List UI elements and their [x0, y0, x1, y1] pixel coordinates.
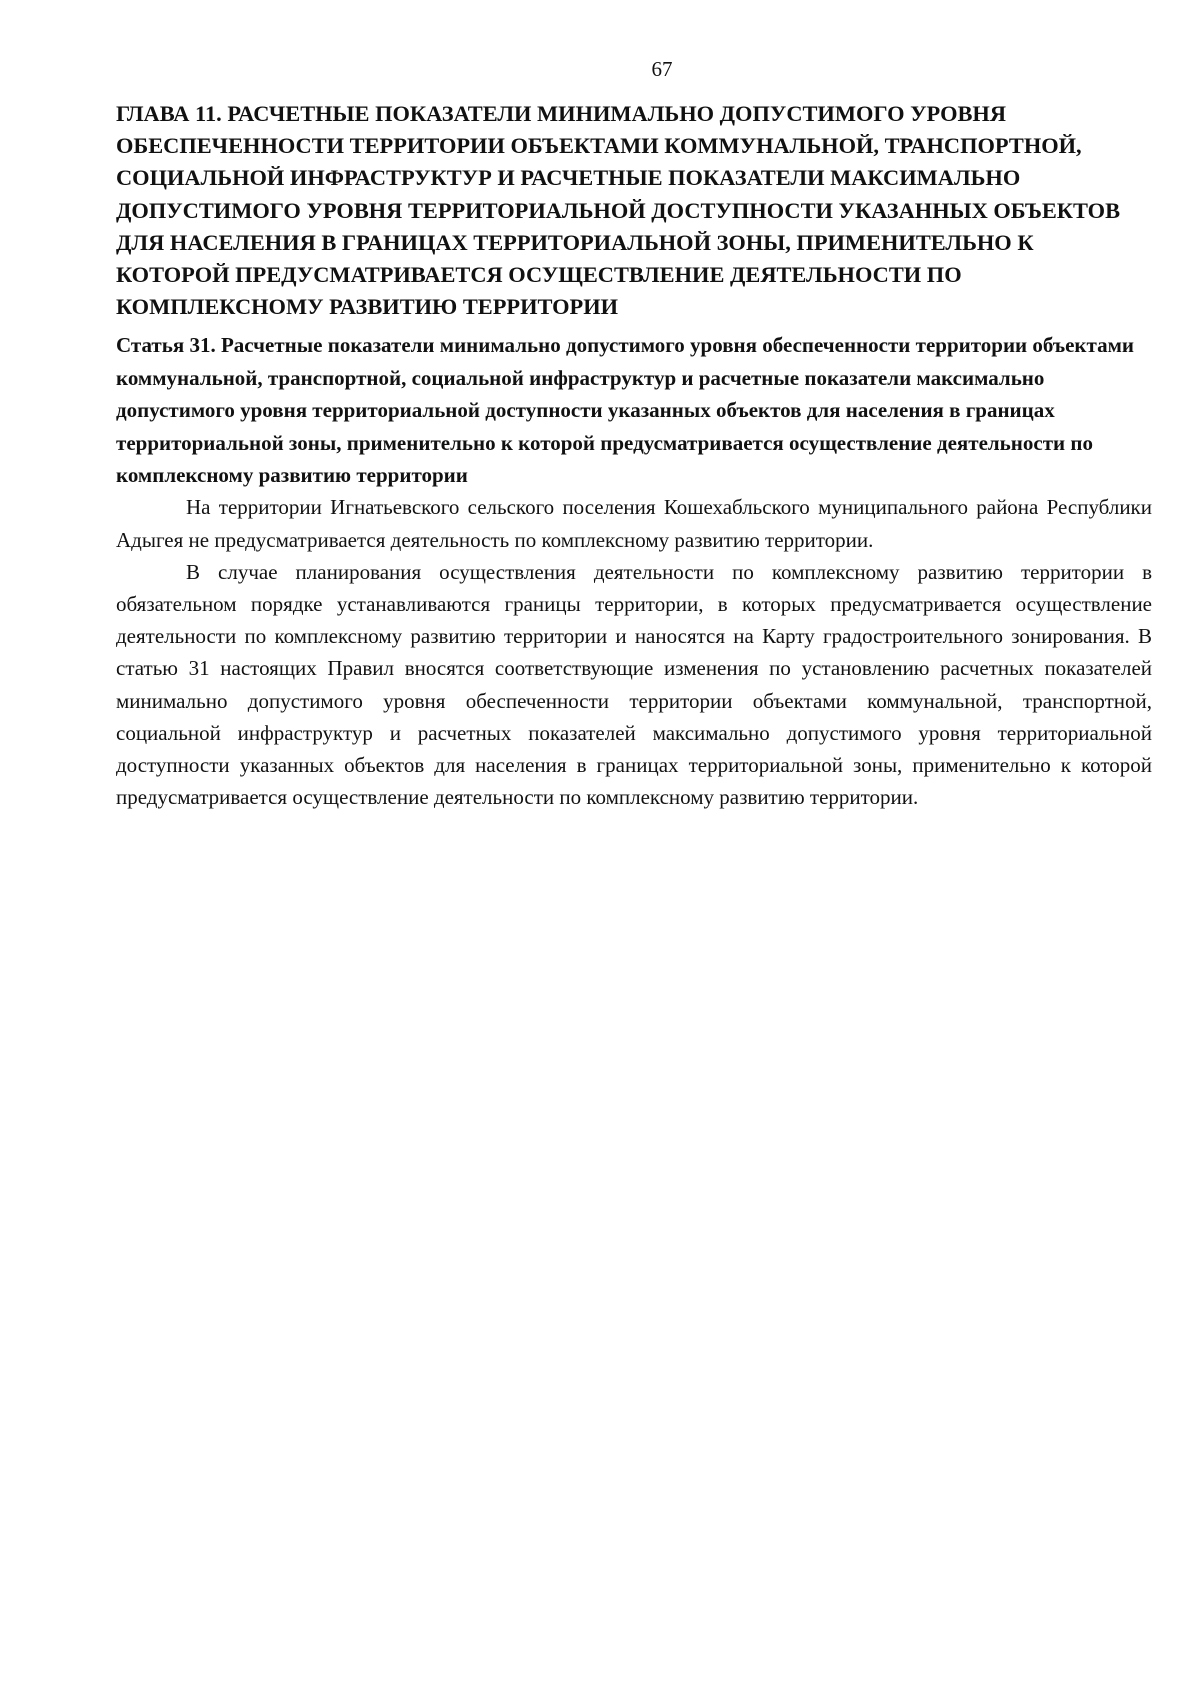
page-number: 67	[651, 57, 673, 81]
paragraph: В случае планирования осуществления деятельности по комплексному развитию территории в обязательном порядке устанавливаются границы территории, в которых предусматривается осуществление деятельности по комплексному развитию территории и наносятся на Карту градостроительного зонирования. В статью 31 настоящих Правил вносятся соответствующие изменения по установлению расчетных показателей минимально допустимого уровня обеспеченности территории объектами коммунальной, транспортной, социальной инфраструктур и расчетных показателей максимально допустимого уровня территориальной доступности указанных объектов для населения в границах территориальной зоны, применительно к которой предусматривается осуществление деятельности по комплексному развитию территории.	[116, 559, 1152, 810]
article-title: Статья 31. Расчетные показатели минимально допустимого уровня обеспеченности территории объектами коммунальной, транспортной, социальной инфраструктур и расчетные показатели максимально допустимого уровня территориальной доступности указанных объектов для населения в границах территориальной зоны, применительно к которой предусматривается осуществление деятельности по комплексному развитию территории	[116, 333, 1135, 488]
chapter-title: ГЛАВА 11. РАСЧЕТНЫЕ ПОКАЗАТЕЛИ МИНИМАЛЬНО ДОПУСТИМОГО УРОВНЯ ОБЕСПЕЧЕННОСТИ ТЕРРИТОРИИ ОБЪЕКТАМИ КОММУНАЛЬНОЙ, ТРАНСПОРТНОЙ, СОЦИАЛЬНОЙ ИНФРАСТРУКТУР И РАСЧЕТНЫЕ ПОКАЗАТЕЛИ МАКСИМАЛЬНО ДОПУСТИМОГО УРОВНЯ ТЕРРИТОРИАЛЬНОЙ ДОСТУПНОСТИ УКАЗАННЫХ ОБЪЕКТОВ ДЛЯ НАСЕЛЕНИЯ В ГРАНИЦАХ ТЕРРИТОРИАЛЬНОЙ ЗОНЫ, ПРИМЕНИТЕЛЬНО К КОТОРОЙ ПРЕДУСМАТРИВАЕТСЯ ОСУЩЕСТВЛЕНИЕ ДЕЯТЕЛЬНОСТИ ПО КОМПЛЕКСНОМУ РАЗВИТИЮ ТЕРРИТОРИИ	[116, 101, 1121, 320]
paragraph: На территории Игнатьевского сельского поселения Кошехабльского муниципального района Республики Адыгея не предусматривается деятельность по комплексному развитию территории.	[116, 495, 1152, 552]
page-content	[116, 54, 1152, 813]
